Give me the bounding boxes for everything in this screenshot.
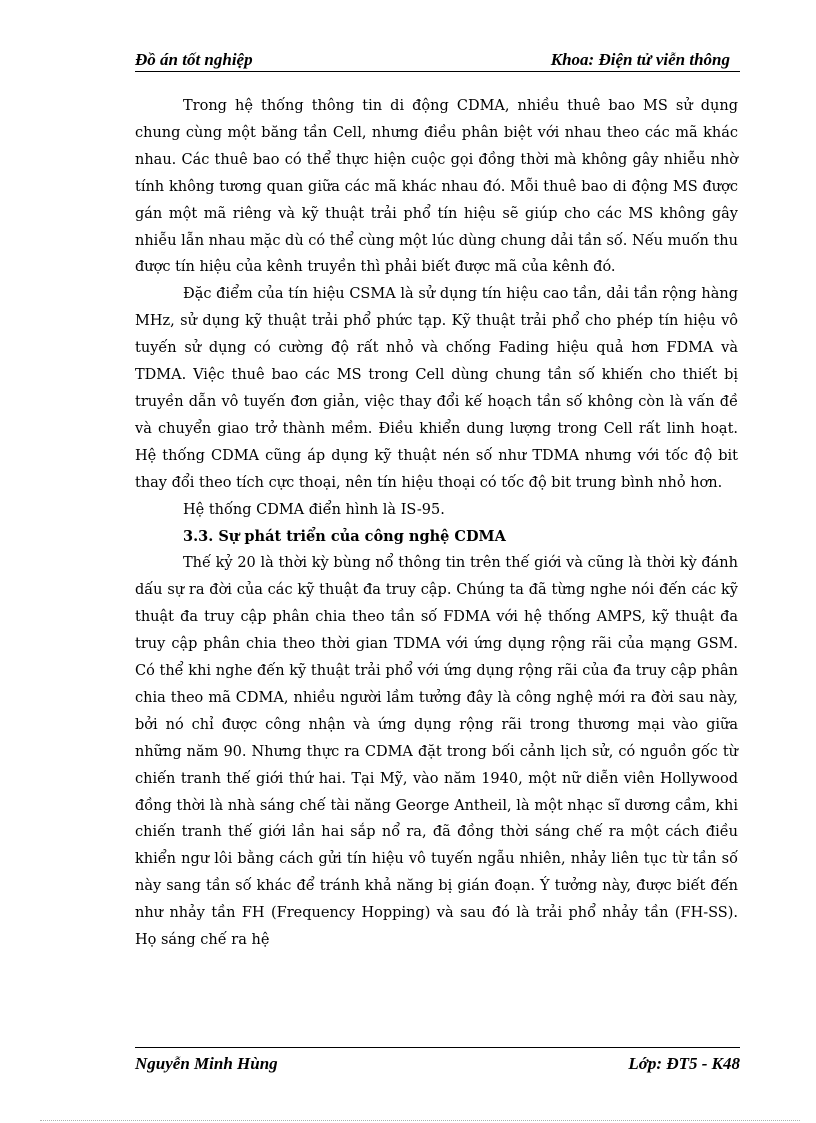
paragraph-cdma-history: Thế kỷ 20 là thời kỳ bùng nổ thông tin trên thế giới và cũng là thời kỳ đánh dấu sự ra đời của các kỹ thuật đa truy cập. Chúng ta đã từng nghe nói đến các kỹ thuật đa truy cập phân chia theo tần số FDMA với hệ thống AMPS, kỹ thuật đa truy cập phân chia theo thời gian TDMA với ứng dụng rộng rãi của mạng GSM. Có thể khi nghe đến kỹ thuật trải phổ với ứng dụng rộng rãi của đa truy cập phân chia theo mã CDMA, nhiều người lầm tưởng đây là công nghệ mới ra đời sau này, bởi nó chỉ được công nhận và ứng dụng rộng rãi trong thương mại vào giữa những năm 90. Nhưng thực ra CDMA đặt trong bối cảnh lịch sử, có nguồn gốc từ chiến tranh thế giới thứ hai. Tại Mỹ, vào năm 1940, một nữ diễn viên Hollywood đồng thời là nhà sáng chế tài năng George Antheil, là một nhạc sĩ dương cầm, khi chiến tranh thế giới lần hai sắp nổ ra, đã đồng thời sáng chế ra một cách điều khiển ngư lôi bằng cách gửi tín hiệu vô tuyến ngẫu nhiên, nhảy liên tục từ tần số này sang tần số khác để tránh khả năng bị gián đoạn. Ý tưởng này, được biết đến như nhảy tần FH (Frequency Hopping) và sau đó là trải phổ nhảy tần (FH-SS). Họ sáng chế ra hệ — [135, 555, 738, 949]
page-footer — [135, 1054, 740, 1076]
section-heading: 3.3. Sự phát triển của công nghệ CDMA — [183, 527, 506, 545]
page-bottom-edge — [40, 1120, 800, 1121]
page-header — [135, 49, 740, 72]
paragraph-cdma-characteristics: Đặc điểm của tín hiệu CSMA là sử dụng tín hiệu cao tần, dải tần rộng hàng MHz, sử dụng kỹ thuật trải phổ phức tạp. Kỹ thuật trải phổ cho phép tín hiệu vô tuyến sử dụng có cường độ rất nhỏ và chống Fading hiệu quả hơn FDMA và TDMA. Việc thuê bao các MS trong Cell dùng chung tần số khiến cho thiết bị truyền dẫn vô tuyến đơn giản, việc thay đổi kế hoạch tần số không còn là vấn đề và chuyển giao trở thành mềm. Điều khiển dung lượng trong Cell rất linh hoạt. Hệ thống CDMA cũng áp dụng kỹ thuật nén số như TDMA nhưng với tốc độ bit thay đổi theo tích cực thoại, nên tín hiệu thoại có tốc độ bit trung bình nhỏ hơn. — [135, 286, 738, 491]
footer-class: Lớp: ĐT5 - K48 — [628, 1054, 740, 1073]
footer-divider — [135, 1047, 740, 1048]
document-body — [135, 93, 738, 954]
footer-author: Nguyễn Minh Hùng — [135, 1054, 278, 1073]
paragraph-is95: Hệ thống CDMA điển hình là IS-95. — [183, 501, 445, 518]
header-thesis-title: Đồ án tốt nghiệp — [135, 50, 253, 69]
header-faculty: Khoa: Điện tử viễn thông — [550, 50, 730, 69]
paragraph-cdma-intro: Trong hệ thống thông tin di động CDMA, nhiều thuê bao MS sử dụng chung cùng một băng tần Cell, nhưng điều phân biệt với nhau theo các mã khác nhau. Các thuê bao có thể thực hiện cuộc gọi đồng thời mà không gây nhiễu nhờ tính không tương quan giữa các mã khác nhau đó. Mỗi thuê bao di động MS được gán một mã riêng và kỹ thuật trải phổ tín hiệu sẽ giúp cho các MS không gây nhiễu lẫn nhau mặc dù có thể cùng một lúc dùng chung dải tần số. Nếu muốn thu được tín hiệu của kênh truyền thì phải biết được mã của kênh đó. — [135, 98, 738, 276]
